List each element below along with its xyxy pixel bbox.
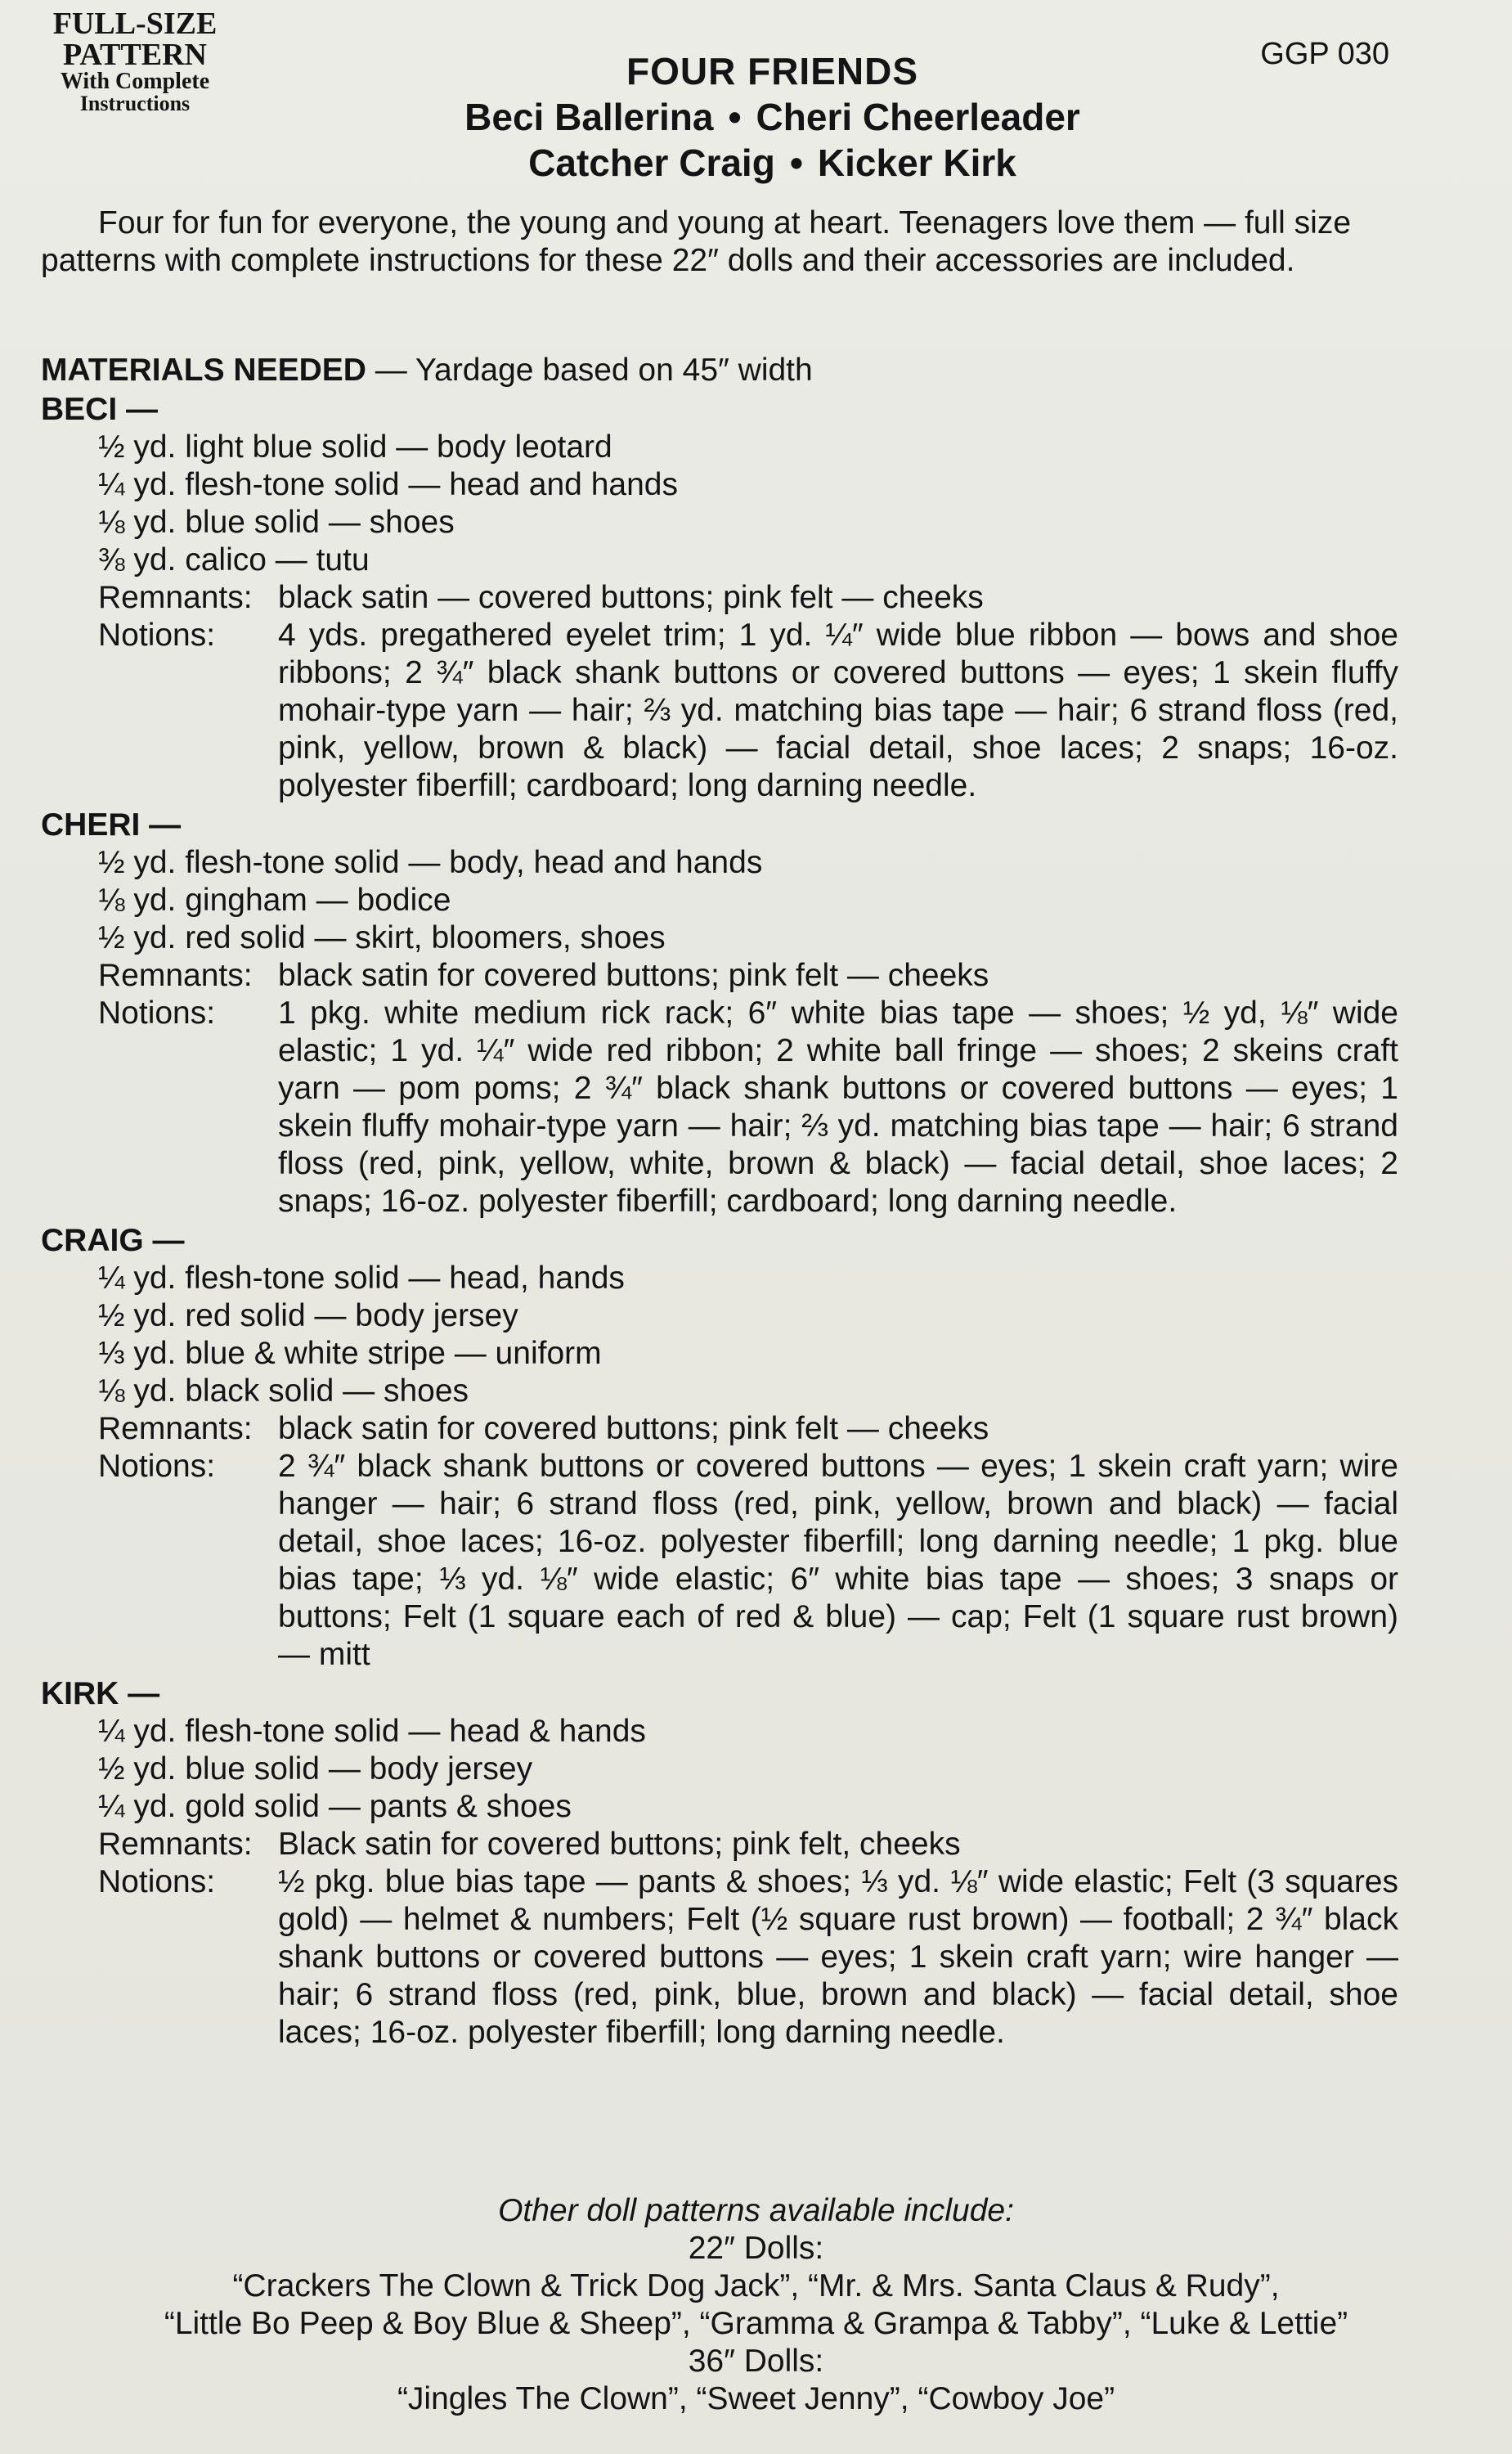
notions-label: Notions: [98, 618, 216, 653]
doll-name: BECI — [41, 392, 159, 427]
material-item: ⅛ yd. blue solid — shoes [98, 505, 455, 540]
footer-group1-line2: “Little Bo Peep & Boy Blue & Sheep”, “Gramma & Grampa & Tabby”, “Luke & Lettie” [164, 2306, 1348, 2341]
bullet: • [789, 142, 803, 184]
doll-section-cheri [41, 807, 1431, 1220]
material-item: ¼ yd. flesh-tone solid — head and hands [98, 467, 678, 502]
remnants-row [41, 579, 1431, 617]
material-item: ⅓ yd. blue & white stripe — uniform [98, 1336, 602, 1371]
remnants-text: black satin for covered buttons; pink felt — cheeks [278, 1411, 989, 1446]
remnants-label: Remnants: [98, 958, 253, 993]
remnants-label: Remnants: [98, 580, 253, 615]
material-item: ½ yd. red solid — skirt, bloomers, shoes [98, 920, 666, 955]
notions-text: 2 ¾″ black shank buttons or covered buttons — eyes; 1 skein craft yarn; wire hanger — hair; 6 strand floss (red, pink, yellow, brown and black) — facial detail, shoe laces; 16-oz. polyester fiberfill; long darning needle; 1 pkg. blue bias tape; ⅓ yd. ⅛″ wide elastic; 6″ white bias tape — shoes; 3 snaps or buttons; Felt (1 square each of red & blue) — cap; Felt (1 square rust brown) — mitt [278, 1449, 1398, 1672]
material-item: ¼ yd. gold solid — pants & shoes [98, 1789, 572, 1824]
materials-heading-note: — Yardage based on 45″ width [366, 353, 813, 388]
notions-label: Notions: [98, 996, 216, 1031]
material-item: ⅛ yd. black solid — shoes [98, 1373, 469, 1409]
doll-section-beci [41, 391, 1431, 805]
material-item: ½ yd. light blue solid — body leotard [98, 429, 612, 465]
notions-text: ½ pkg. blue bias tape — pants & shoes; ⅓ yd. ⅛″ wide elastic; Felt (3 squares gold) — helmet & numbers; Felt (½ square rust brown) — football; 2 ¾″ black shank buttons or covered buttons — eyes; 1 skein craft yarn; wire hanger — hair; 6 strand floss (red, pink, blue, brown and black) — facial detail, shoe laces; 16-oz. polyester fiberfill; long darning needle. [278, 1864, 1398, 2050]
doll-title-cheri: Cheri Cheerleader [756, 96, 1080, 138]
other-patterns-footer [0, 2192, 1512, 2418]
doll-title-kirk: Kicker Kirk [817, 142, 1016, 184]
subtitle-line-2 [33, 141, 1512, 185]
notions-row [41, 1863, 1431, 2052]
doll-name: CRAIG — [41, 1223, 185, 1258]
notions-row [41, 617, 1431, 805]
doll-title-beci: Beci Ballerina [464, 96, 714, 138]
footer-group1-line1: “Crackers The Clown & Trick Dog Jack”, “Mr. & Mrs. Santa Claus & Rudy”, [232, 2268, 1280, 2303]
material-item: ½ yd. red solid — body jersey [98, 1298, 518, 1333]
bullet: • [728, 96, 742, 138]
intro-paragraph: Four for fun for everyone, the young and young at heart. Teenagers love them — full size patterns with complete instructions for these 22″ dolls and their accessories are included. [41, 205, 1352, 278]
doll-section-kirk [41, 1675, 1431, 2052]
materials-heading [41, 352, 1431, 389]
footer-group1-label: 22″ Dolls: [688, 2231, 824, 2266]
doll-section-craig [41, 1222, 1431, 1674]
remnants-row [41, 957, 1431, 995]
notions-row [41, 1448, 1431, 1674]
notions-text: 1 pkg. white medium rick rack; 6″ white bias tape — shoes; ½ yd, ⅛″ wide elastic; 1 yd. ¼″ wide red ribbon; 2 white ball fringe — shoes; 2 skeins craft yarn — pom poms; 2 ¾″ black shank buttons or covered buttons — eyes; 1 skein fluffy mohair-type yarn — hair; ⅔ yd. matching bias tape — hair; 6 strand floss (red, pink, yellow, white, brown & black) — facial detail, shoe laces; 2 snaps; 16-oz. polyester fiberfill; cardboard; long darning needle. [278, 996, 1398, 1219]
remnants-row [41, 1826, 1431, 1863]
notions-text: 4 yds. pregathered eyelet trim; 1 yd. ¼″ wide blue ribbon — bows and shoe ribbons; 2 ¾″ black shank buttons or covered buttons — eyes; 1 skein fluffy mohair-type yarn — hair; ⅔ yd. matching bias tape — hair; 6 strand floss (red, pink, yellow, brown & black) — facial detail, shoe laces; 2 snaps; 16-oz. polyester fiberfill; cardboard; long darning needle. [278, 618, 1398, 803]
notions-label: Notions: [98, 1864, 216, 1899]
material-item: ½ yd. flesh-tone solid — body, head and hands [98, 845, 763, 880]
material-item: ½ yd. blue solid — body jersey [98, 1751, 533, 1787]
remnants-label: Remnants: [98, 1411, 253, 1446]
materials-section [41, 352, 1431, 2052]
badge-line-4: Instructions [79, 92, 191, 115]
notions-row [41, 995, 1431, 1220]
material-item: ¼ yd. flesh-tone solid — head, hands [98, 1261, 625, 1296]
remnants-text: black satin for covered buttons; pink felt — cheeks [278, 958, 989, 993]
notions-label: Notions: [98, 1449, 216, 1484]
badge-line-2: PATTERN [63, 38, 207, 72]
materials-heading-label: MATERIALS NEEDED [41, 353, 366, 388]
doll-name: CHERI — [41, 807, 182, 843]
material-item: ⅛ yd. gingham — bodice [98, 883, 451, 918]
badge-line-3: With Complete [60, 69, 210, 94]
remnants-text: black satin — covered buttons; pink felt — cheeks [278, 580, 984, 615]
remnants-text: Black satin for covered buttons; pink felt, cheeks [278, 1827, 961, 1862]
remnants-label: Remnants: [98, 1827, 253, 1862]
material-item: ¼ yd. flesh-tone solid — head & hands [98, 1714, 646, 1749]
pattern-code: GGP 030 [1260, 37, 1389, 71]
material-item: ⅜ yd. calico — tutu [98, 542, 370, 578]
footer-group2-line1: “Jingles The Clown”, “Sweet Jenny”, “Cowboy Joe” [397, 2381, 1115, 2416]
footer-group2-label: 36″ Dolls: [688, 2344, 824, 2379]
subtitle-line-1 [33, 92, 1512, 139]
doll-name: KIRK — [41, 1676, 160, 1711]
page-title: FOUR FRIENDS [626, 50, 918, 92]
footer-heading: Other doll patterns available include: [498, 2193, 1014, 2228]
doll-title-craig: Catcher Craig [528, 142, 775, 184]
badge-line-1: FULL-SIZE [52, 7, 218, 41]
title-block [0, 49, 1512, 185]
remnants-row [41, 1410, 1431, 1448]
